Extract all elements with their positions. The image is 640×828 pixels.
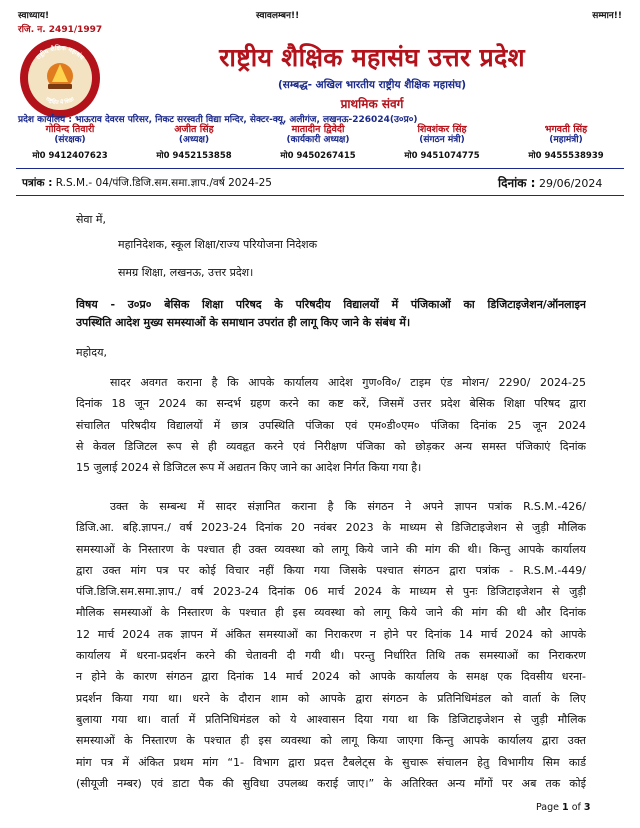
paragraph-line: 15 जुलाई 2024 से डिजिटल रूप में अद्यतन किए जाने का आदेश निर्गत किया गया है। [76,461,422,475]
page-footer [536,802,591,813]
page-of-label: of [571,802,581,813]
official-phone: मो0 9450267415 [280,151,356,161]
paragraph-line: (सीयूजी नम्बर) एवं डाटा पैक की सुविधा उपलब्ध कराई जाए।” के अतिरिक्त अन्य माँगों पर अब तक कोई [76,776,586,790]
official-name: गोविन्द तिवारी [45,124,95,135]
official-phone: मो0 9455538939 [528,151,604,161]
official-card [510,124,622,162]
official-card [138,124,250,162]
official-name: भगवती सिंह [544,124,588,135]
official-phone: मो0 9451074775 [404,151,480,161]
official-name: मातादीन द्विवेदी [291,124,345,135]
paragraph-line: न होने के कारण संगठन द्वारा दिनांक 14 मार्च 2024 को आपके कार्यालय के समक्ष एक दिवसीय धरना- [76,670,586,684]
reference-divider [16,195,624,196]
paragraph-line: मौलिक समस्याओं के निस्तारण के पश्चात ही इस व्यवस्था को लागू किये जाने की मांग की थी और दिनांक [76,606,586,620]
recipient-line-1: महानिदेशक, स्कूल शिक्षा/राज्य परियोजना निदेशक [118,238,318,251]
official-post: (कार्यकारी अध्यक्ष) [286,135,350,145]
official-post: (संरक्षक) [54,135,86,145]
slogan-bar [16,8,624,22]
date-value: 29/06/2024 [538,177,603,190]
official-phone: मो0 9412407623 [32,151,108,161]
paragraph-line: कार्यालय में धरना-प्रदर्शन करने की चेतावनी दी गयी थी। परन्तु निर्धारित तिथि तक समस्याओं का निराकरण [76,649,586,663]
paragraph-line: बुलाया गया था। वार्ता में प्रतिनिधिमंडल को ये आश्वासन दिया गया था कि डिजिटाइजेशन से जुड़ी मौलिक [76,712,586,726]
paragraph-line: 12 मार्च 2024 तक ज्ञापन में अंकित समस्याओं का निराकरण न होने पर दिनांक 14 मार्च 2024 को आपके [76,627,586,641]
official-phone: मो0 9452153858 [156,151,232,161]
official-card [262,124,374,162]
paragraph-line: प्रदर्शन किया गया था। धरने के दौरान शाम को आपके द्वारा संगठन के प्रतिनिधिमंडल को वार्ता के लिए [76,691,586,705]
officials-row [14,124,626,164]
paragraph-line: समस्याओं के निस्तारण के पश्चात ही इस व्यवस्था को लागू किया जाएगा किन्तु आपके कार्यालय द्वारा उक्त [76,734,586,748]
official-card [386,124,498,162]
paragraph-line: संचालित परिषदीय विद्यालयों में छात्र उपस्थिति पंजिका एवं एम०डी०एम० पंजिका दिनांक 25 जून 2024 [76,418,586,432]
official-post: (अध्यक्ष) [178,135,210,145]
office-address: प्रदेश कार्यालय : भाऊराव देवरस परिसर, निकट सरस्वती विद्या मन्दिर, सेक्टर-क्यू, अलीगंज, लखनऊ-226024(उ०प्र०) [18,115,418,125]
emblem-icon [18,36,102,120]
paragraph-line: डिजि.आ. बहि.ज्ञापन./ वर्ष 2023-24 दिनांक 20 नवंबर 2023 के माध्यम से डिजिटाइजेशन से जुड़ी मौलिक [76,521,586,535]
reference-line [22,176,272,190]
affiliation-line: (सम्बद्ध- अखिल भारतीय राष्ट्रीय शैक्षिक महासंघ) [277,79,467,91]
paragraph-line: से केवल डिजिटल रूप से ही व्यवहृत करने एवं निरीक्षण पंजिका को छोड़कर अन्य समस्त पंजिकाएं दिनांक [76,439,586,453]
paragraph-line: सादर अवगत कराना है कि आपके कार्यालय आदेश गुण०वि०/ टाइम एंड मोशन/ 2290/ 2024-25 [110,376,586,389]
paragraph-line: समस्याओं के निस्तारण के पश्चात ही उक्त व्यवस्था को लागू किये जाने की मांग की थी। किन्तु आपके कार्यालय [76,542,586,556]
emblem-book-icon [48,84,72,89]
subject-block [76,296,586,332]
official-name: अजीत सिंह [174,124,214,135]
paragraph-line: पंजि.डिजि.सम.समा.ज्ञाप./ वर्ष 2023-24 दिनांक 06 मार्च 2024 के माध्यम से पुनः डिजिटाइजेशन से जुड़ी [76,585,586,599]
paragraph-line: दिनांक 18 जून 2024 का सन्दर्भ ग्रहण करने का कष्ट करें, जिसमें उत्तर प्रदेश बेसिक शिक्षा परिषद द्वारा [76,397,586,411]
slogan-center: स्वावलम्बन!! [256,11,300,21]
date-line [498,174,602,191]
cadre-label: प्राथमिक संवर्ग [340,97,404,111]
header-divider [16,168,624,169]
official-name: शिवशंकर सिंह [417,124,467,135]
slogan-left: स्वाध्याय! [18,11,50,21]
greeting: महोदय, [76,346,107,359]
subject-line: उपस्थिति आदेश मुख्य समस्याओं के समाधान उपरांत ही लागू किए जाने के संबंध में। [76,316,411,329]
paragraph-2 [76,496,586,794]
official-post: (संगठन मंत्री) [419,135,465,145]
page-number: 1 [562,802,569,813]
page-label: Page [536,802,559,813]
paragraph-1 [76,372,586,478]
paragraph-line: मांग पत्र में अंकित प्रथम मांग “1- विभाग द्वारा प्रदत्त टैबलेट्स के सुचारू संचालन हेतु विभागीय सिम कार्ड [76,755,586,769]
salutation-to: सेवा में, [76,213,106,226]
registration-number: रजि. न. 2491/1997 [18,25,103,35]
emblem-text-top: राष्ट्रीय शैक्षिक महासंघ [34,44,86,62]
subject-line: विषय - उ०प्र० बेसिक शिक्षा परिषद के परिषदीय विद्यालयों में पंजिकाओं का डिजिटाइजेशन/ऑनलाइन [76,298,586,311]
reference-label: पत्रांक : [22,177,53,189]
date-label: दिनांक : [498,176,536,190]
paragraph-line: उक्त के सम्बन्ध में सादर संज्ञानित कराना है कि संगठन ने अपने ज्ञापन पत्रांक R.S.M.-426/ [110,500,586,513]
recipient-line-2: समग्र शिक्षा, लखनऊ, उत्तर प्रदेश। [118,266,254,279]
page-total: 3 [583,802,591,813]
official-card [14,124,126,162]
official-post: (महामंत्री) [549,135,583,145]
slogan-right: सम्मान!! [592,11,622,21]
organisation-title: राष्ट्रीय शैक्षिक महासंघ उत्तर प्रदेश [219,43,525,72]
reference-value: R.S.M.- 04/पंजि.डिजि.सम.समा.ज्ञाप./वर्ष 2024-25 [55,177,272,189]
emblem-text-bottom: राष्ट्रहित में शिक्षा [44,96,76,107]
paragraph-line: द्वारा उक्त मांग पत्र पर कोई विचार नहीं किया गया जिसके पश्चात संगठन द्वारा पत्रांक - R.S.M.-449/ [76,563,586,577]
